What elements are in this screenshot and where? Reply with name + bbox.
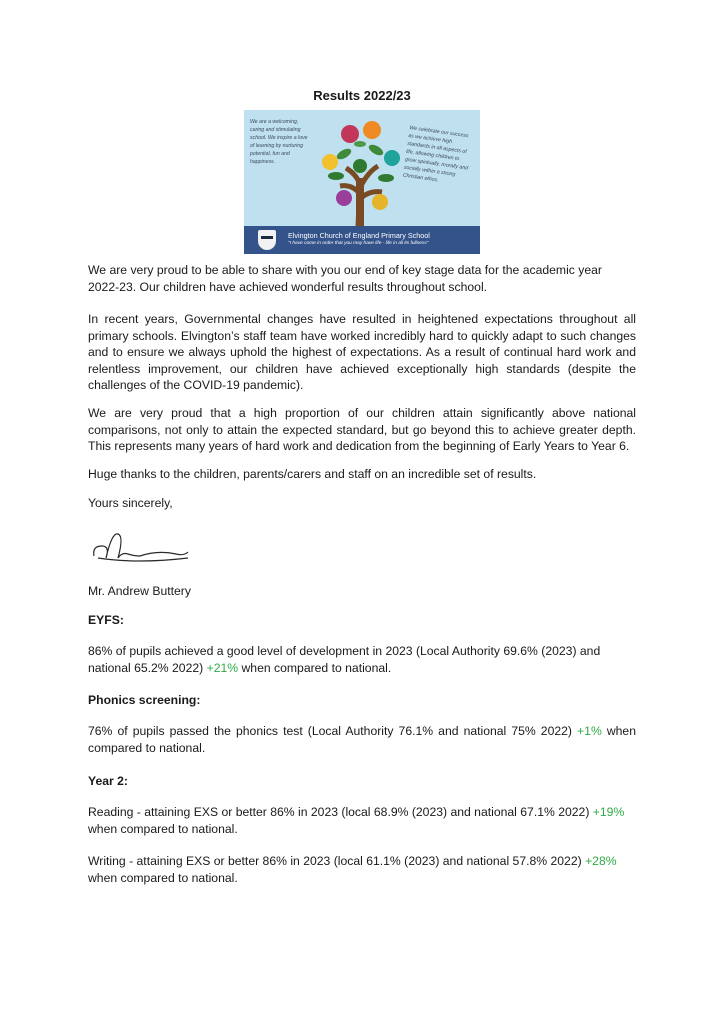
intro-paragraph-1: We are very proud to be able to share with you our end of key stage data for the academic year 2022-23. Our children have achieved wonderful results throughout school. <box>88 263 602 294</box>
eyfs-text: 86% of pupils achieved a good level of development in 2023 (Local Authority 69.6% (2023) and national 65.2% 2022) <box>88 644 601 675</box>
intro-paragraph-4: Huge thanks to the children, parents/carers and staff on an incredible set of results. <box>88 467 537 481</box>
eyfs-paragraph <box>88 643 636 676</box>
phonics-paragraph <box>88 723 636 756</box>
writing-after: when compared to national. <box>88 870 238 885</box>
eyfs-delta: +21% <box>206 660 239 675</box>
year2-heading: Year 2: <box>88 774 128 788</box>
page-title: Results 2022/23 <box>313 88 411 103</box>
eyfs-heading: EYFS: <box>88 613 124 627</box>
writing-delta: +28% <box>585 854 617 868</box>
tree-illustration-icon <box>306 114 416 226</box>
intro-paragraph-3: We are very proud that a high proportion of our children attain significantly above national comparisons, not only to attain the expected standard, but go beyond this to achieve greater depth. This represents many years of hard work and dedication from the beginning of Early Years to Year 6. <box>88 406 636 454</box>
phonics-delta: +1% <box>577 724 602 738</box>
school-crest-icon <box>258 230 276 250</box>
phonics-text: 76% of pupils passed the phonics test (Local Authority 76.1% and national 75% 2022) <box>88 724 578 738</box>
banner-footer <box>244 226 480 254</box>
reading-text: Reading - attaining EXS or better 86% in 2023 (local 68.9% (2023) and national 67.1% 2022) <box>88 805 593 819</box>
year2-reading-paragraph <box>88 804 636 837</box>
school-name: Elvington Church of England Primary School <box>288 231 430 240</box>
school-banner-image <box>244 110 480 254</box>
banner-left-text: We are a welcoming, caring and stimulating school. We inspire a love of learning by nurturing potential, fun and happiness. <box>250 119 308 165</box>
year2-writing-paragraph <box>88 853 636 886</box>
school-motto: "I have come in order that you may have life - life in all its fullness" <box>288 241 429 246</box>
phonics-heading: Phonics screening: <box>88 693 201 707</box>
intro-paragraph-2: In recent years, Governmental changes have resulted in heightened expectations throughout all primary schools. Elvington’s staff team have worked incredibly hard to quickly adapt to such changes and to ensure we always uphold the highest of expectations. As a result of continual hard work and relentless improvement, our children have achieved exceptionally high standards (despite the challenges of the COVID-19 pandemic). <box>88 312 636 393</box>
eyfs-after: when compared to national. <box>238 660 392 675</box>
signatory-name: Mr. Andrew Buttery <box>88 584 191 598</box>
closing-line: Yours sincerely, <box>88 496 173 510</box>
phonics-after: when compared to national. <box>88 724 636 755</box>
handwritten-signature <box>88 528 192 570</box>
reading-delta: +19% <box>592 805 625 819</box>
writing-text: Writing - attaining EXS or better 86% in 2023 (local 61.1% (2023) and national 57.8% 2022) <box>88 854 586 868</box>
reading-after: when compared to national. <box>88 821 238 836</box>
banner-right-text: We celebrate our success as we achieve high standards in all aspects of life, allowing children to grow spiritually, morally and socially within a strong Christian ethos. <box>402 124 469 184</box>
